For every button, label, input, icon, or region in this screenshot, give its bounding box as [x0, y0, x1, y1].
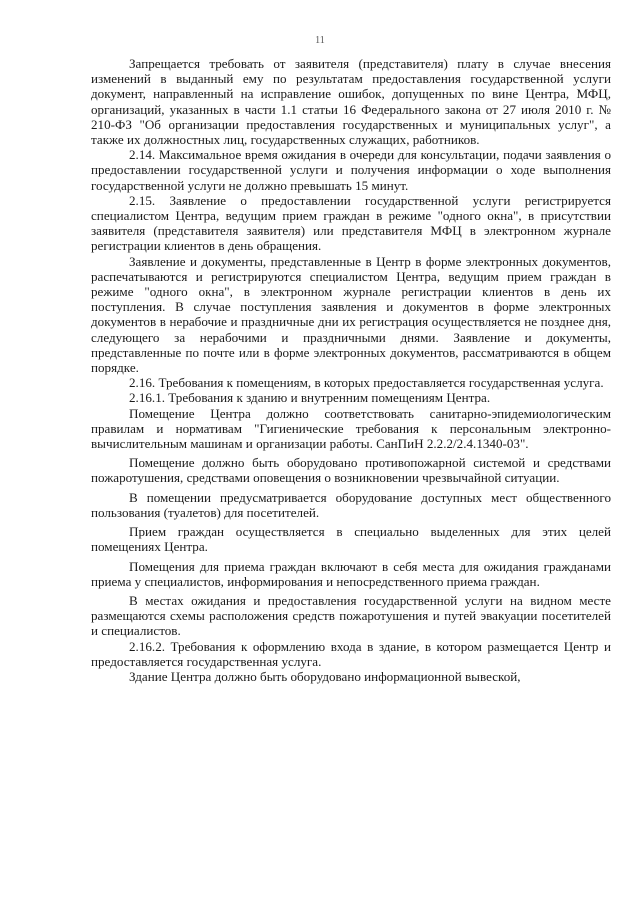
- paragraph-waiting-areas: Помещения для приема граждан включают в себя места для ожидания гражданами приема у специалистов, информирования и непосредственного приема граждан.: [91, 558, 611, 589]
- page-number: 11: [315, 35, 325, 46]
- paragraph-signboard: Здание Центра должно быть оборудовано информационной вывеской,: [129, 668, 521, 684]
- paragraph-evacuation: В местах ожидания и предоставления государственной услуги на видном месте размещаются схемы расположения средств пожаротушения и путей эвакуации посетителей и специалистов.: [91, 592, 611, 639]
- paragraph-toilets: В помещении предусматривается оборудование доступных мест общественного пользования (туалетов) для посетителей.: [91, 489, 611, 520]
- paragraph-2-16: 2.16. Требования к помещениям, в которых предоставляется государственная услуга.: [129, 375, 604, 391]
- paragraph-fee-prohibition: Запрещается требовать от заявителя (представителя) плату в случае внесения изменений в выданный ему по результатам предоставления государственной услуги документ, направленный на исправление ошибок, допущенных по вине Центра, МФЦ, организаций, указанных в части 1.1 статьи 16 Федерального закона от 27 июля 2010 г. № 210-ФЗ "Об организации предоставления государственных и муниципальных услуг", а также их должностных лиц, государственных служащих, работников.: [91, 56, 611, 148]
- document-body: [91, 56, 611, 684]
- paragraph-2-14: 2.14. Максимальное время ожидания в очереди для консультации, подачи заявления о предоставлении государственной услуги и получения информации о ходе выполнения государственной услуги не должно превышать 15 минут.: [91, 147, 611, 193]
- paragraph-sanitary: Помещение Центра должно соответствовать санитарно-эпидемиологическим правилам и нормативам "Гигиенические требования к персональным электронно-вычислительным машинам и организации работы. СанПиН 2.2.2/2.4.1340-03".: [91, 405, 611, 452]
- paragraph-2-15: 2.15. Заявление о предоставлении государственной услуги регистрируется специалистом Центра, ведущим прием граждан в режиме "одного окна", в присутствии заявителя (представителя заявителя) или представителя МФЦ в электронном журнале регистрации клиентов в день обращения.: [91, 192, 611, 254]
- paragraph-2-16-1: 2.16.1. Требования к зданию и внутренним помещениям Центра.: [129, 390, 491, 406]
- paragraph-electronic-docs: Заявление и документы, представленные в Центр в форме электронных документов, распечатываются и регистрируются специалистом Центра, ведущим прием граждан в режиме "одного окна", в электронном журнале регистрации клиентов в день их поступления. В случае поступления заявления и документов в форме электронных документов в нерабочие и праздничные дни их регистрация осуществляется не позднее дня, следующего за нерабочими и праздничными днями. Заявление и документы, представленные по почте или в форме электронных документов, рассматриваются в общем порядке.: [91, 253, 611, 376]
- paragraph-2-16-2: 2.16.2. Требования к оформлению входа в здание, в котором размещается Центр и предоставляется государственная услуга.: [91, 638, 611, 669]
- paragraph-reception: Прием граждан осуществляется в специально выделенных для этих целей помещениях Центра.: [91, 524, 611, 555]
- paragraph-fire-safety: Помещение должно быть оборудовано противопожарной системой и средствами пожаротушения, средствами оповещения о возникновении чрезвычайной ситуации.: [91, 455, 611, 486]
